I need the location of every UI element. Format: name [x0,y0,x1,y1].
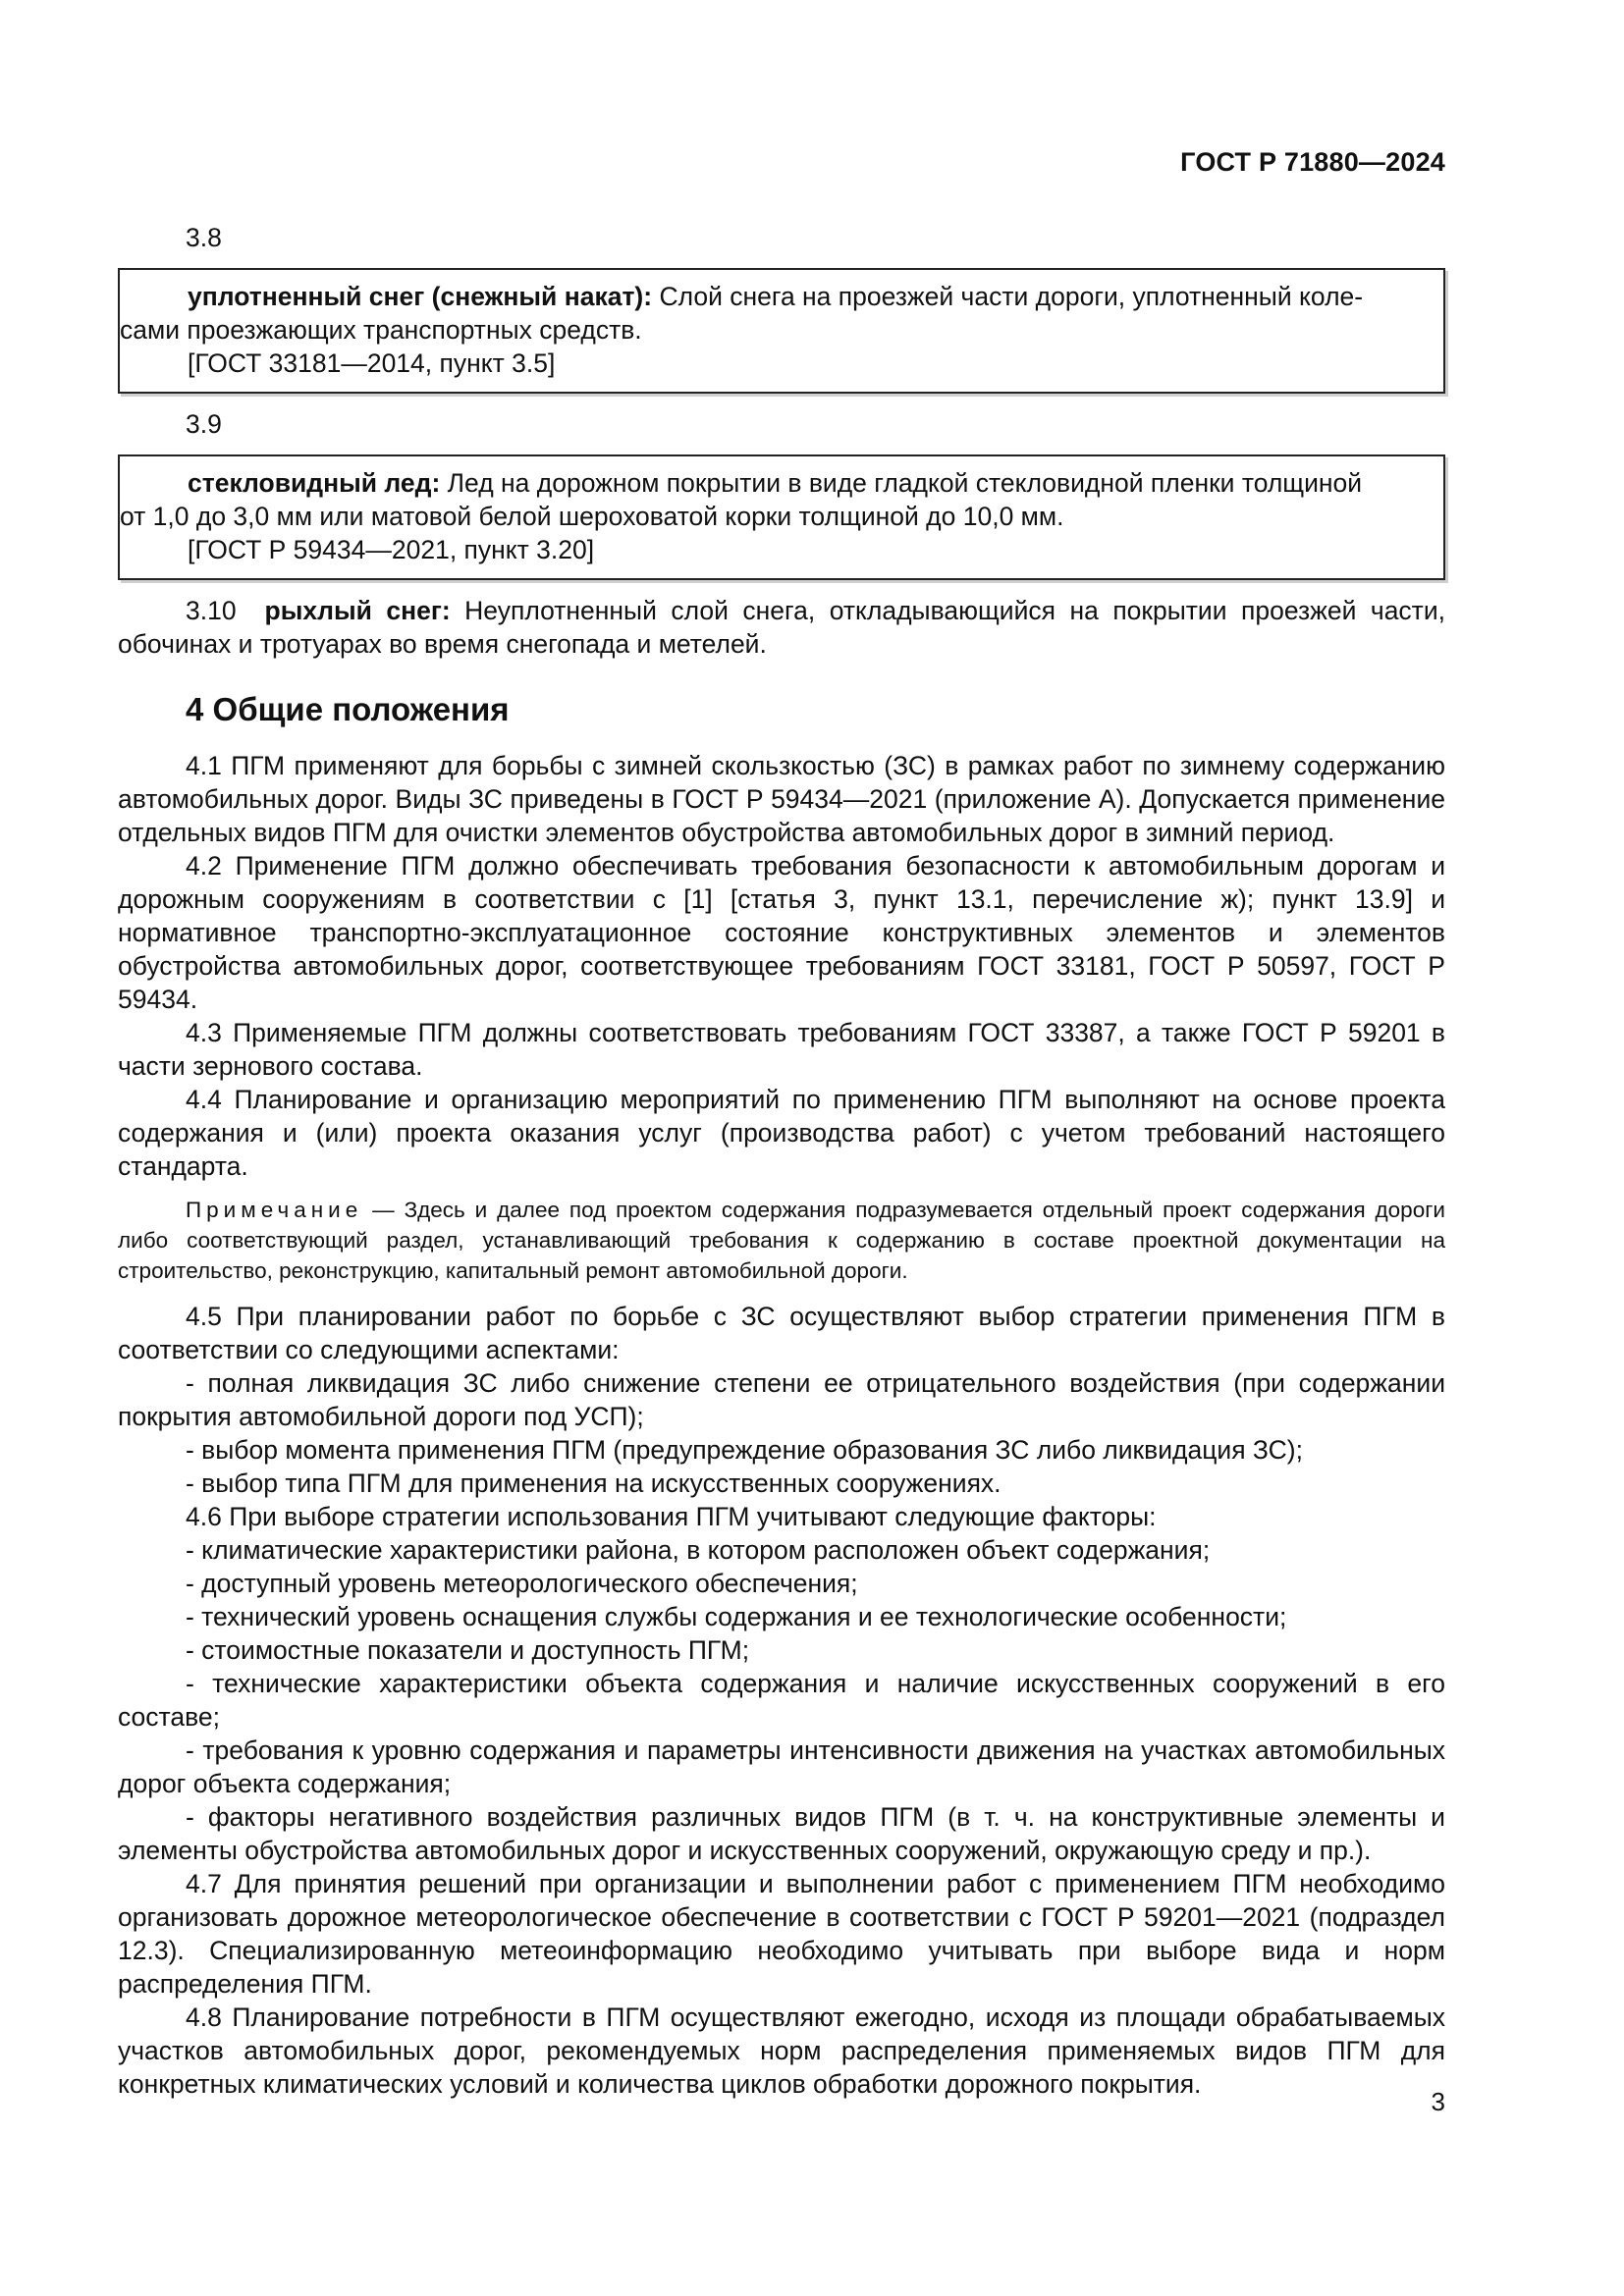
note [118,1195,1445,1286]
paragraph-4-3: 4.3 Применяемые ПГМ должны соответствовать требованиям ГОСТ 33387, а также ГОСТ Р 59201 в части зернового состава. [118,1018,1445,1081]
list-item: - факторы негативного воздействия различных видов ПГМ (в т. ч. на конструктивные элементы и элементы обустройства автомобильных дорог и искусственных сооружений, окружающую среду и пр.). [118,1802,1445,1865]
definition-term: уплотненный снег (снежный накат): [188,282,653,311]
page-content [118,221,1445,2101]
paragraph-4-1: 4.1 ПГМ применяют для борьбы с зимней скользкостью (ЗС) в рамках работ по зимнему содержанию автомобильных дорог. Виды ЗС приведены в ГОСТ Р 59434—2021 (приложение А). Допускается применение отдельных видов ПГМ для очистки элементов обустройства автомобильных дорог в зимний период. [118,751,1445,847]
definition-number: 3.8 [186,223,222,252]
section-title: 4 Общие положения [186,691,510,727]
definition-body-a: Лед на дорожном покрытии в виде гладкой стекловидной пленки толщиной [440,468,1363,498]
paragraph-4-6: 4.6 При выборе стратегии использования ПГМ учитывают следующие факторы: [186,1502,1157,1531]
paragraph-4-8: 4.8 Планирование потребности в ПГМ осуществляют ежегодно, исходя из площади обрабатываемых участков автомобильных дорог, рекомендуемых норм распределения применяемых видов ПГМ для конкретных климатических условий и количества циклов обработки дорожного покрытия. [118,2002,1445,2099]
paragraph-4-2: 4.2 Применение ПГМ должно обеспечивать требования безопасности к автомобильным дорогам и дорожным сооружениям в соответствии с [1] [статья 3, пункт 13.1, перечисление ж); пункт 13.9] и нормативное транспортно-эксплуатационное состояние конструктивных элементов и элементов обустройства автомобильных дорог, соответствующее требованиям ГОСТ 33181, ГОСТ Р 50597, ГОСТ Р 59434. [118,851,1445,1014]
list-item: - требования к уровню содержания и параметры интенсивности движения на участках автомобильных дорог объекта содержания; [118,1735,1445,1798]
list-item: - доступный уровень метеорологического обеспечения; [186,1569,858,1598]
definition-body-a: Слой снега на проезжей части дороги, уплотненный коле- [652,282,1364,311]
note-label: Примечание [186,1198,363,1222]
note-text: — Здесь и далее под проектом содержания подразумевается отдельный проект содержания дороги либо соответствующий раздел, устанавливающий требования к содержанию в составе проектной документации на строительство, реконструкцию, капитальный ремонт автомобильной дороги. [118,1198,1445,1283]
definition-source: [ГОСТ Р 59434—2021, пункт 3.20] [188,535,595,564]
definition-3-10 [118,594,1445,661]
definition-number: 3.9 [186,409,222,439]
definition-body-b: от 1,0 до 3,0 мм или матовой белой шероховатой корки толщиной до 10,0 мм. [120,502,1064,531]
definition-term: стекловидный лед: [188,468,441,498]
page-number: 3 [1431,2087,1445,2116]
definition-text [120,280,1443,313]
list-item: - технический уровень оснащения службы содержания и ее технологические особенности; [186,1602,1287,1631]
document-code-header: ГОСТ Р 71880—2024 [1180,147,1445,177]
definition-text [120,466,1443,500]
definition-box-3-9 [118,454,1445,580]
definition-source: [ГОСТ 33181—2014, пункт 3.5] [188,348,556,378]
list-item: - выбор момента применения ПГМ (предупреждение образования ЗС либо ликвидация ЗС); [186,1435,1303,1465]
definition-box-3-8 [118,268,1445,394]
list-item: - технические характеристики объекта содержания и наличие искусственных сооружений в его составе; [118,1669,1445,1732]
definition-body-b: сами проезжающих транспортных средств. [120,315,642,345]
list-item: - стоимостные показатели и доступность ПГМ; [186,1635,750,1665]
list-item: - выбор типа ПГМ для применения на искусственных сооружениях. [186,1468,1001,1498]
definition-body: Неуплотненный слой снега, откладывающийся на покрытии проезжей части, обочинах и тротуарах во время снегопада и метелей. [118,596,1445,659]
paragraph-4-7: 4.7 Для принятия решений при организации и выполнении работ с применением ПГМ необходимо организовать дорожное метеорологическое обеспечение в соответствии с ГОСТ Р 59201—2021 (подраздел 12.3). Специализированную метеоинформацию необходимо учитывать при выборе вида и норм распределения ПГМ. [118,1869,1445,1999]
paragraph-4-5: 4.5 При планировании работ по борьбе с ЗС осуществляют выбор стратегии применения ПГМ в соответствии со следующими аспектами: [118,1302,1445,1364]
list-item: - полная ликвидация ЗС либо снижение степени ее отрицательного воздействия (при содержании покрытия автомобильной дороги под УСП); [118,1368,1445,1431]
list-item: - климатические характеристики района, в котором расположен объект содержания; [186,1535,1211,1565]
definition-number: 3.10 [186,596,237,625]
definition-term: рыхлый снег: [264,596,451,625]
paragraph-4-4: 4.4 Планирование и организацию мероприятий по применению ПГМ выполняют на основе проекта содержания и (или) проекта оказания услуг (производства работ) с учетом требований настоящего стандарта. [118,1085,1445,1181]
